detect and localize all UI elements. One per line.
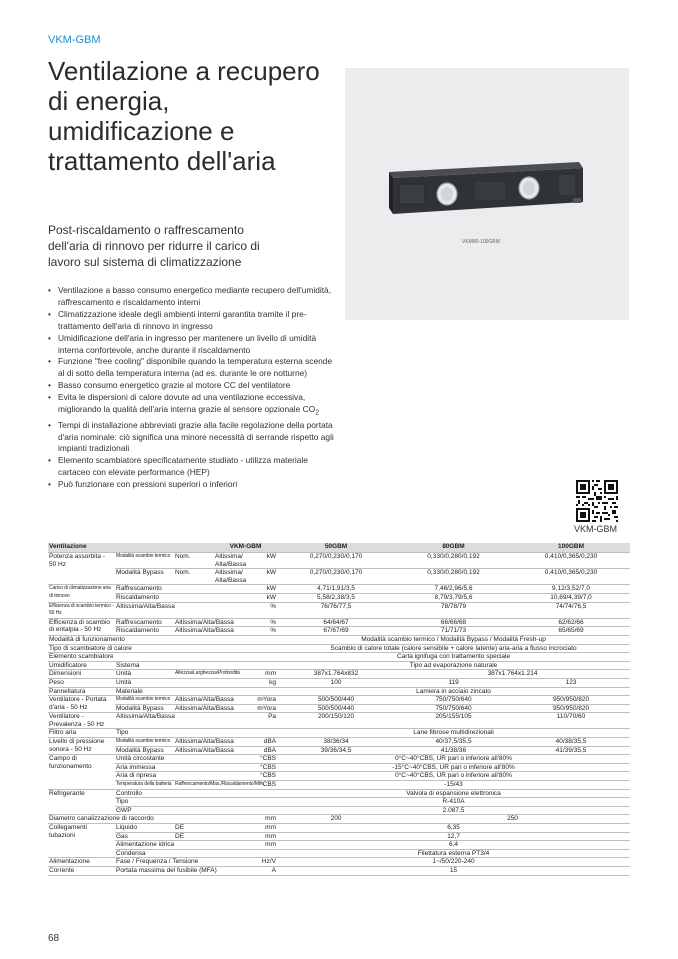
feature-list (48, 285, 338, 491)
table-row (48, 602, 630, 618)
row-sublabel: Altissima/ Alta/Bassa (214, 569, 252, 585)
row-unit: mm (252, 841, 277, 850)
header-ventilazione: Ventilazione (48, 543, 214, 553)
header-100gbm: 100GBM (512, 543, 630, 553)
table-row (48, 729, 630, 738)
table-row (48, 569, 630, 585)
value-cell: 67/67/69 (277, 627, 395, 636)
value-cell: 387x1.764x832 (277, 670, 395, 679)
feature-item: • Umidificazione dell'aria in ingresso per mantenere un livello di umidità interna confortevole, anche durante il riscaldamento (48, 333, 338, 357)
photo-caption: VKM80-100GBM (462, 239, 500, 245)
row-sublabel: Tipo (115, 729, 277, 738)
value-cell: 12,7 (277, 832, 630, 841)
value-cell: 7,46/2,96/5,6 (395, 585, 512, 594)
row-sublabel: Unità circostante (115, 755, 252, 764)
row-sublabel: Condensa (115, 849, 277, 858)
product-code: VKM-GBM (48, 34, 101, 46)
row-label: Tipo di scambiatore di calore (48, 644, 277, 653)
row-label: Refrigerante (48, 789, 115, 815)
table-row (48, 713, 630, 729)
row-unit: dBA (252, 738, 277, 747)
value-cell: 0,270/0,230/0,170 (277, 553, 395, 569)
row-unit: °CBS (252, 772, 277, 781)
row-sublabel: GWP (115, 806, 277, 815)
row-sublabel: Raffrescamento (115, 585, 252, 594)
row-unit: % (252, 627, 277, 636)
table-row (48, 635, 630, 644)
row-sublabel: Unità (115, 678, 252, 687)
header-80gbm: 80GBM (395, 543, 512, 553)
page-subtitle: Post-riscaldamento o raffrescamento dell'aria di rinnovo per ridurre il carico di lavoro sul sistema di climatizzazione (48, 223, 260, 269)
value-cell: 5,58/2,38/3,5 (277, 593, 395, 602)
row-label: Modalità di funzionamento (48, 635, 277, 644)
row-sublabel: Altissima/Alta/Bassa (174, 627, 252, 636)
value-cell: 0,270/0,230/0,170 (277, 569, 395, 585)
table-row (48, 585, 630, 594)
row-sublabel: Riscaldamento (115, 593, 252, 602)
row-label: Efficienza di scambio di entalpia - 50 Hz (48, 618, 115, 635)
table-row (48, 815, 630, 824)
row-unit: Hz/V (252, 858, 277, 867)
row-unit: °CBS (252, 755, 277, 764)
value-cell: Carta ignifuga con trattamento speciale (277, 653, 630, 662)
value-cell: 0°C~40°CBS, UR pari o inferiore all'80% (277, 772, 630, 781)
value-cell: 8,79/3,79/5,6 (395, 593, 512, 602)
row-label: Potenza assorbita - 50 Hz (48, 553, 115, 585)
value-cell: 41/38/36 (395, 746, 512, 755)
value-cell: 0,410/0,365/0,230 (512, 553, 630, 569)
row-unit: A (252, 866, 277, 875)
feature-item: • Ventilazione a basso consumo energetico mediante recupero dell'umidità, raffrescamento e riscaldamento interni (48, 285, 338, 309)
row-sublabel: Gas (115, 832, 174, 841)
row-unit: °CBS (252, 781, 277, 790)
value-cell: R-410A (277, 798, 630, 807)
feature-item: • Funzione "free cooling" disponibile quando la temperatura esterna scende al di sotto della temperatura interna (ad es. durante le ore notturne) (48, 356, 338, 380)
value-cell: -15°C~40°CBS, UR pari o inferiore all'80% (277, 763, 630, 772)
row-label: Corrente (48, 866, 115, 875)
row-label: Ventilatore - Portata d'aria - 50 Hz (48, 696, 115, 713)
row-sublabel: Modalità scambio termico (115, 553, 174, 569)
value-cell: 2.087,5 (277, 806, 630, 815)
value-cell: 62/62/66 (512, 618, 630, 627)
row-label: Campo di funzionamento (48, 755, 115, 789)
table-row (48, 841, 630, 850)
feature-item: • Climatizzazione ideale degli ambienti interni garantita tramite il pre-trattamento dell'aria di rinnovo in ingresso (48, 309, 338, 333)
feature-item (48, 392, 338, 419)
row-unit: dBA (252, 746, 277, 755)
row-unit: % (252, 618, 277, 627)
row-label: Elemento scambiatore (48, 653, 277, 662)
row-sublabel: Altissima/Alta/Bassa (115, 602, 252, 618)
value-cell: 0,330/0,280/0,192 (395, 553, 512, 569)
value-cell: 0,410/0,365/0,230 (512, 569, 630, 585)
table-row (48, 738, 630, 747)
row-label: Livello di pressione sonora - 50 Hz (48, 738, 115, 755)
table-row (48, 798, 630, 807)
row-sublabel: Aria immessa (115, 763, 252, 772)
row-unit: mm (252, 670, 277, 679)
value-cell: Tipo ad evaporazione naturale (277, 661, 630, 670)
table-row (48, 763, 630, 772)
row-unit: kW (252, 585, 277, 594)
value-cell: 950/950/820 (512, 704, 630, 713)
row-sublabel: AltezzaxLarghezzaxProfondità (174, 670, 252, 679)
row-sublabel: Altissima/Alta/Bassa (174, 738, 252, 747)
row-sublabel: Temperatura della batteria (115, 781, 174, 790)
row-label: Diametro canalizzazione di raccordo (48, 815, 252, 824)
row-unit: Pa (252, 713, 277, 729)
qr-label: VKM-GBM (574, 524, 618, 534)
feature-item: • Può funzionare con pressioni superiori o inferiori (48, 479, 338, 491)
value-cell: 110/70/60 (512, 713, 630, 729)
value-cell: 66/66/68 (395, 618, 512, 627)
table-row (48, 789, 630, 798)
value-cell: Filettatura esterna PT3/4 (277, 849, 630, 858)
page-title: Ventilazione a recupero di energia, umidificazione e trattamento dell'aria (48, 56, 320, 176)
row-sublabel: Nom. (174, 553, 214, 569)
row-sublabel: Altissima/Alta/Bassa (174, 696, 252, 705)
page-number: 68 (48, 933, 60, 944)
row-sublabel: Raffrescamento (115, 618, 174, 627)
row-label: Alimentazione (48, 858, 115, 867)
table-row (48, 858, 630, 867)
row-unit: kW (252, 553, 277, 569)
row-label: Ventilatore - Prevalenza - 50 Hz (48, 713, 115, 729)
table-row (48, 704, 630, 713)
row-sublabel: Nom. (174, 569, 214, 585)
value-cell: 950/950/820 (512, 696, 630, 705)
row-label: Filtro aria (48, 729, 115, 738)
table-row (48, 772, 630, 781)
value-cell: 78/78/79 (395, 602, 512, 618)
value-cell: Valvola di espansione elettronica (277, 789, 630, 798)
row-sublabel: Modalità Bypass (115, 746, 174, 755)
value-cell: 39/36/34,5 (277, 746, 395, 755)
row-unit: % (252, 602, 277, 618)
row-unit: kW (252, 593, 277, 602)
row-label: Efficienza di scambio termico - 50 Hz (48, 602, 115, 618)
table-row (48, 781, 630, 790)
row-unit: °CBS (252, 763, 277, 772)
row-unit: m³/ora (252, 696, 277, 705)
table-row (48, 832, 630, 841)
row-label: Carico di climatizzazione aria di rinnovo (48, 585, 115, 602)
co2-subscript: 2 (315, 409, 320, 417)
value-cell: 74/74/76,5 (512, 602, 630, 618)
value-cell: 64/64/67 (277, 618, 395, 627)
table-row (48, 653, 630, 662)
row-unit: kW (252, 569, 277, 585)
value-cell: Lamiera in acciaio zincato (277, 687, 630, 696)
value-cell: 500/500/440 (277, 696, 395, 705)
feature-item: • Elemento scambiatore specificatamente studiato - utilizza materiale cartaceo con elevate performance (HEP) (48, 455, 338, 479)
row-sublabel: Liquido (115, 824, 174, 833)
row-sublabel: Alimentazione idrica (115, 841, 252, 850)
row-unit: m³/ora (252, 704, 277, 713)
product-photo (345, 68, 629, 320)
value-cell: 200/150/120 (277, 713, 395, 729)
value-cell: 750/750/640 (395, 704, 512, 713)
value-cell: 100 (277, 678, 395, 687)
row-sublabel: Sistema (115, 661, 277, 670)
spec-table (48, 543, 630, 876)
value-cell: Modalità scambio termico / Modalità Bypass / Modalità Fresh-up (277, 635, 630, 644)
value-cell: 387x1.764x1.214 (395, 670, 630, 679)
value-cell: 6,35 (277, 824, 630, 833)
row-sublabel: Altissima/Alta/Bassa (174, 618, 252, 627)
table-row (48, 627, 630, 636)
row-unit: kg (252, 678, 277, 687)
table-row (48, 696, 630, 705)
value-cell: 123 (512, 678, 630, 687)
row-label: Dimensioni (48, 670, 115, 679)
table-row (48, 618, 630, 627)
row-sublabel: Modalità scambio termico (115, 696, 174, 705)
value-cell: 119 (395, 678, 512, 687)
row-sublabel: Altissima/Alta/Bassa (115, 713, 252, 729)
value-cell: 0°C~40°CBS, UR pari o inferiore all'80% (277, 755, 630, 764)
value-cell: 205/155/105 (395, 713, 512, 729)
table-row (48, 824, 630, 833)
feature-item: • Tempi di installazione abbreviati grazie alla facile regolazione della portata d'aria nominale: ciò significa una minore necessità di serrande rispetto agli impianti tradizionali (48, 420, 338, 456)
row-label: Pannellatura (48, 687, 115, 696)
value-cell: -15/43 (277, 781, 630, 790)
value-cell: 1~/50/220-240 (277, 858, 630, 867)
table-row (48, 553, 630, 569)
value-cell: 200 (277, 815, 395, 824)
header-50gbm: 50GBM (277, 543, 395, 553)
value-cell: 9,12/3,52/7,0 (512, 585, 630, 594)
header-series: VKM-GBM (214, 543, 277, 553)
value-cell: 500/500/440 (277, 704, 395, 713)
value-cell: 38/36/34 (277, 738, 395, 747)
row-label: Umidificatore (48, 661, 115, 670)
value-cell: Scambio di calore totale (calore sensibile + calore latente) aria-aria a flusso incrociato (277, 644, 630, 653)
row-sublabel: Fase / Frequenza / Tensione (115, 858, 252, 867)
value-cell: Lane fibrose multidirezionali (277, 729, 630, 738)
table-row (48, 746, 630, 755)
row-sublabel: DE (174, 832, 252, 841)
row-sublabel: Materiale (115, 687, 277, 696)
row-sublabel: Riscaldamento (115, 627, 174, 636)
table-row (48, 687, 630, 696)
row-sublabel: Modalità scambio termico (115, 738, 174, 747)
value-cell: 4,71/1,91/3,5 (277, 585, 395, 594)
row-sublabel: Tipo (115, 798, 277, 807)
value-cell: 750/750/640 (395, 696, 512, 705)
row-sublabel: Modalità Bypass (115, 704, 174, 713)
qr-code-icon[interactable] (576, 480, 618, 522)
row-label: Peso (48, 678, 115, 687)
table-row (48, 593, 630, 602)
value-cell: 65/65/69 (512, 627, 630, 636)
value-cell: 0,330/0,280/0,192 (395, 569, 512, 585)
row-sublabel: Aria di ripresa (115, 772, 252, 781)
row-sublabel: DE (174, 824, 252, 833)
value-cell: 71/71/73 (395, 627, 512, 636)
row-sublabel: Raffrescamento/Max./Riscaldamento/Min. (174, 781, 252, 790)
feature-text: Evita le dispersioni di calore dovute ad una ventilazione eccessiva, migliorando la qualità dell'aria interna grazie al sensore opzionale CO (58, 392, 316, 415)
table-row (48, 849, 630, 858)
table-row (48, 866, 630, 875)
value-cell: 40/38/35,5 (512, 738, 630, 747)
row-unit: mm (252, 815, 277, 824)
value-cell: 6,4 (277, 841, 630, 850)
row-label: Collegamenti tubazioni (48, 824, 115, 858)
table-row (48, 661, 630, 670)
ventilation-unit-image (383, 158, 588, 216)
row-sublabel: Modalità Bypass (115, 569, 174, 585)
value-cell: 76/76/77,5 (277, 602, 395, 618)
row-sublabel: Altissima/Alta/Bassa (174, 704, 252, 713)
table-header-row (48, 543, 630, 553)
row-sublabel: Altissima/Alta/Bassa (174, 746, 252, 755)
row-sublabel: Altissima/ Alta/Bassa (214, 553, 252, 569)
table-row (48, 755, 630, 764)
table-row (48, 678, 630, 687)
row-sublabel: Unità (115, 670, 174, 679)
table-row (48, 644, 630, 653)
feature-item: • Basso consumo energetico grazie al motore CC del ventilatore (48, 380, 338, 392)
value-cell: 10,69/4,39/7,0 (512, 593, 630, 602)
table-row (48, 670, 630, 679)
table-row (48, 806, 630, 815)
row-unit: mm (252, 832, 277, 841)
value-cell: 41/39/35,5 (512, 746, 630, 755)
value-cell: 15 (277, 866, 630, 875)
row-sublabel: Portata massima del fusibile (MFA) (115, 866, 252, 875)
value-cell: 40/37,5/35,5 (395, 738, 512, 747)
row-sublabel: Controllo (115, 789, 277, 798)
row-unit: mm (252, 824, 277, 833)
value-cell: 250 (395, 815, 630, 824)
